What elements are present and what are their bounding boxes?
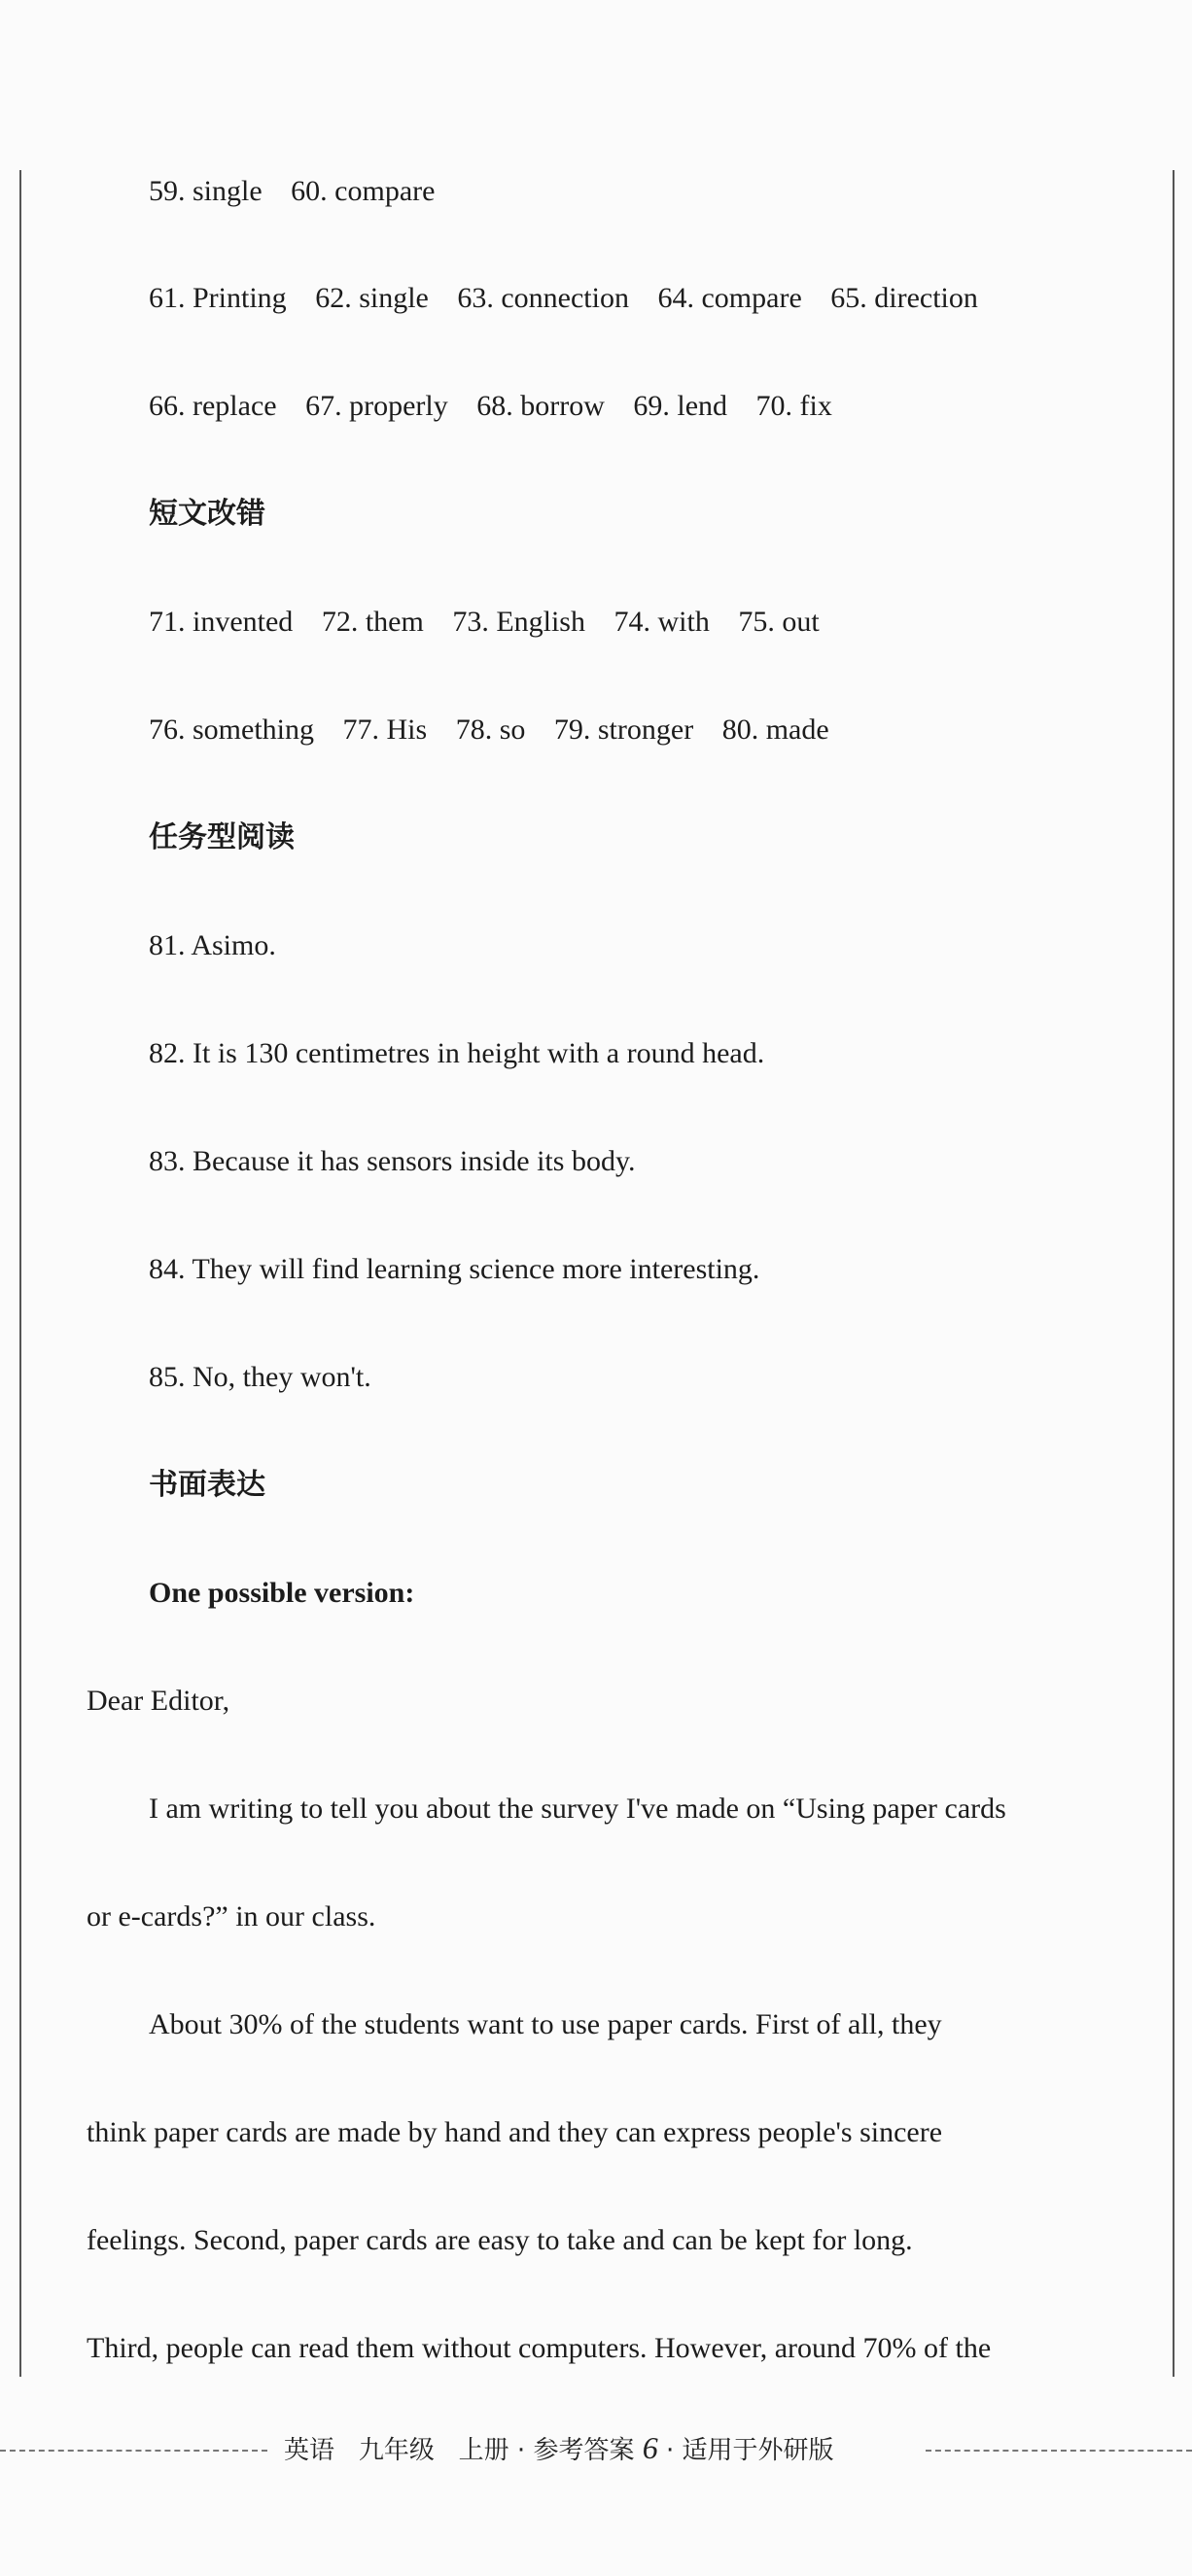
- answer-73: 73. English: [452, 606, 585, 638]
- footer-edition: 适用于外研版: [682, 2436, 834, 2465]
- answer-64: 64. compare: [657, 282, 802, 314]
- footer-subject: 英语: [284, 2436, 335, 2465]
- letter-line-3: About 30% of the students want to use paper cards. First of all, they: [149, 2008, 942, 2040]
- answer-84: 84. They will find learning science more interesting.: [149, 1253, 760, 1285]
- answer-69: 69. lend: [633, 390, 728, 422]
- footer-dash-right: [926, 2450, 1192, 2452]
- answer-74: 74. with: [614, 606, 710, 638]
- answer-72: 72. them: [321, 606, 424, 638]
- heading-task-reading: 任务型阅读: [149, 820, 295, 854]
- right-border: [1173, 170, 1174, 2377]
- letter-greeting: Dear Editor,: [87, 1685, 230, 1717]
- answer-81: 81. Asimo.: [149, 929, 276, 961]
- answers-76-80: [149, 715, 829, 745]
- letter-line-5: feelings. Second, paper cards are easy to take and can be kept for long.: [87, 2224, 913, 2256]
- answers-66-70: [149, 392, 832, 421]
- answer-80: 80. made: [721, 714, 829, 746]
- left-border: [19, 170, 21, 2377]
- answer-75: 75. out: [738, 606, 820, 638]
- answer-59: 59. single: [149, 175, 263, 207]
- answer-78: 78. so: [455, 714, 526, 746]
- letter-line-1: I am writing to tell you about the survey I've made on “Using paper cards: [149, 1793, 1006, 1825]
- footer-text: [284, 2430, 834, 2466]
- footer-page-number: 6: [642, 2430, 658, 2465]
- answer-67: 67. properly: [305, 390, 448, 422]
- answer-63: 63. connection: [457, 282, 629, 314]
- answer-83: 83. Because it has sensors inside its body.: [149, 1145, 636, 1177]
- answers-61-65: [149, 284, 978, 313]
- footer-dot: ·: [516, 2436, 526, 2465]
- answers-71-75: [149, 608, 820, 637]
- footer-label: 参考答案: [533, 2436, 635, 2465]
- answer-71: 71. invented: [149, 606, 294, 638]
- answer-70: 70. fix: [755, 390, 832, 422]
- answer-77: 77. His: [342, 714, 428, 746]
- answers-59-60: [149, 177, 435, 206]
- footer-dash-left: [0, 2450, 267, 2452]
- version-label: One possible version:: [149, 1577, 415, 1609]
- answer-62: 62. single: [315, 282, 429, 314]
- answer-76: 76. something: [149, 714, 314, 746]
- footer-dot: ·: [665, 2436, 675, 2465]
- letter-line-4: think paper cards are made by hand and they can express people's sincere: [87, 2116, 943, 2148]
- answer-66: 66. replace: [149, 390, 277, 422]
- answer-82: 82. It is 130 centimetres in height with a round head.: [149, 1037, 765, 1069]
- answer-79: 79. stronger: [553, 714, 694, 746]
- heading-error-correction: 短文改错: [149, 497, 265, 531]
- heading-writing: 书面表达: [149, 1468, 265, 1502]
- answer-60: 60. compare: [291, 175, 436, 207]
- answer-61: 61. Printing: [149, 282, 287, 314]
- footer-grade: 九年级: [358, 2436, 435, 2465]
- letter-line-2: or e-cards?” in our class.: [87, 1900, 376, 1932]
- answer-68: 68. borrow: [476, 390, 605, 422]
- letter-line-6: Third, people can read them without computers. However, around 70% of the: [87, 2332, 992, 2364]
- answer-85: 85. No, they won't.: [149, 1361, 371, 1393]
- footer-volume: 上册: [458, 2436, 509, 2465]
- answer-65: 65. direction: [830, 282, 978, 314]
